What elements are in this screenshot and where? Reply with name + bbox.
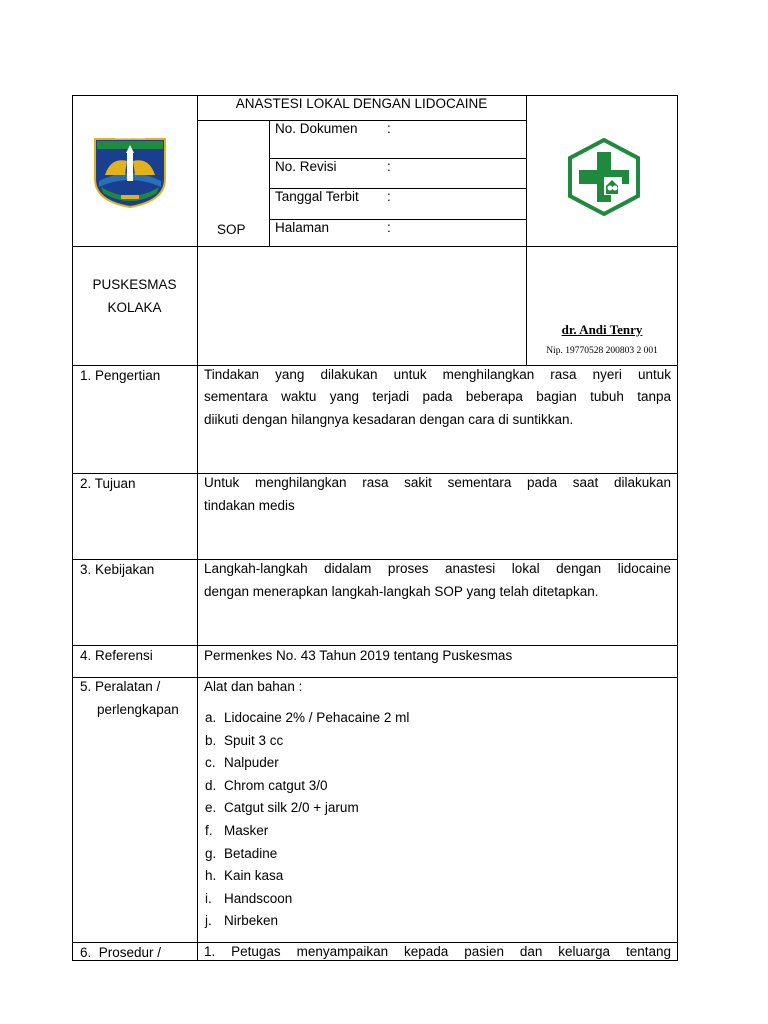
kebijakan-line-1: Langkah-langkah didalam proses anastesi lokal dengan lidocaine	[204, 561, 671, 576]
list-item: g. Betadine	[205, 845, 278, 861]
list-item: d. Chrom catgut 3/0	[205, 777, 328, 793]
prosedur-line-1: 1. Petugas menyampaikan kepada pasien dan keluarga tentang	[204, 944, 671, 959]
sop-label: SOP	[217, 222, 246, 237]
list-item: j. Nirbeken	[205, 913, 279, 929]
field-tanggal-terbit-label: Tanggal Terbit	[275, 189, 359, 204]
section-label-tujuan: 2. Tujuan	[80, 476, 136, 491]
pengertian-line-3: diikuti dengan hilangnya kesadaran dengan cara di suntikkan.	[204, 412, 574, 427]
institution-city: KOLAKA	[107, 300, 162, 315]
field-halaman-label: Halaman	[275, 220, 330, 235]
referensi-text: Permenkes No. 43 Tahun 2019 tentang Puskesmas	[204, 648, 513, 663]
list-item: a. Lidocaine 2% / Pehacaine 2 ml	[205, 710, 410, 725]
tujuan-line-1: Untuk menghilangkan rasa sakit sementara pada saat dilakukan	[204, 475, 671, 490]
puskesmas-logo-icon	[566, 138, 642, 216]
list-item: h. Kain kasa	[205, 868, 284, 884]
regency-emblem-icon	[91, 135, 169, 209]
field-no-revisi-label: No. Revisi	[275, 159, 337, 174]
section-label-referensi: 4. Referensi	[80, 648, 153, 663]
emblem-caption: KABUPATEN KOLAKA	[114, 136, 146, 140]
field-no-revisi-sep: :	[387, 159, 391, 174]
section-label-pengertian: 1. Pengertian	[80, 368, 161, 383]
kebijakan-line-2: dengan menerapkan langkah-langkah SOP yang telah ditetapkan.	[204, 584, 599, 599]
document-title: ANASTESI LOKAL DENGAN LIDOCAINE	[235, 96, 488, 111]
signer-nip: Nip. 19770528 200803 2 001	[546, 346, 658, 356]
signer-name: dr. Andi Tenry	[561, 322, 643, 337]
section-label-prosedur: 6. Prosedur /	[80, 945, 162, 960]
institution-name: PUSKESMAS	[92, 277, 177, 292]
section-label-perlengkapan: perlengkapan	[97, 702, 179, 717]
field-no-dokumen-label: No. Dokumen	[275, 121, 358, 136]
pengertian-line-2: sementara waktu yang terjadi pada beberapa bagian tubuh tanpa	[204, 389, 671, 404]
list-item: i. Handscoon	[205, 890, 293, 906]
tujuan-line-2: tindakan medis	[204, 498, 295, 513]
list-item: c. Nalpuder	[205, 755, 279, 771]
pengertian-line-1: Tindakan yang dilakukan untuk menghilangkan rasa nyeri untuk	[204, 367, 671, 382]
list-item: f. Masker	[205, 822, 269, 838]
field-halaman-sep: :	[387, 220, 391, 235]
field-tanggal-terbit-sep: :	[387, 189, 391, 204]
section-label-peralatan: 5. Peralatan /	[80, 679, 161, 694]
equipment-list	[205, 710, 409, 936]
list-item: e. Catgut silk 2/0 + jarum	[205, 800, 359, 816]
list-item: b. Spuit 3 cc	[205, 732, 284, 748]
field-no-dokumen-sep: :	[387, 121, 391, 136]
peralatan-intro: Alat dan bahan :	[204, 679, 303, 694]
section-label-kebijakan: 3. Kebijakan	[80, 562, 155, 577]
